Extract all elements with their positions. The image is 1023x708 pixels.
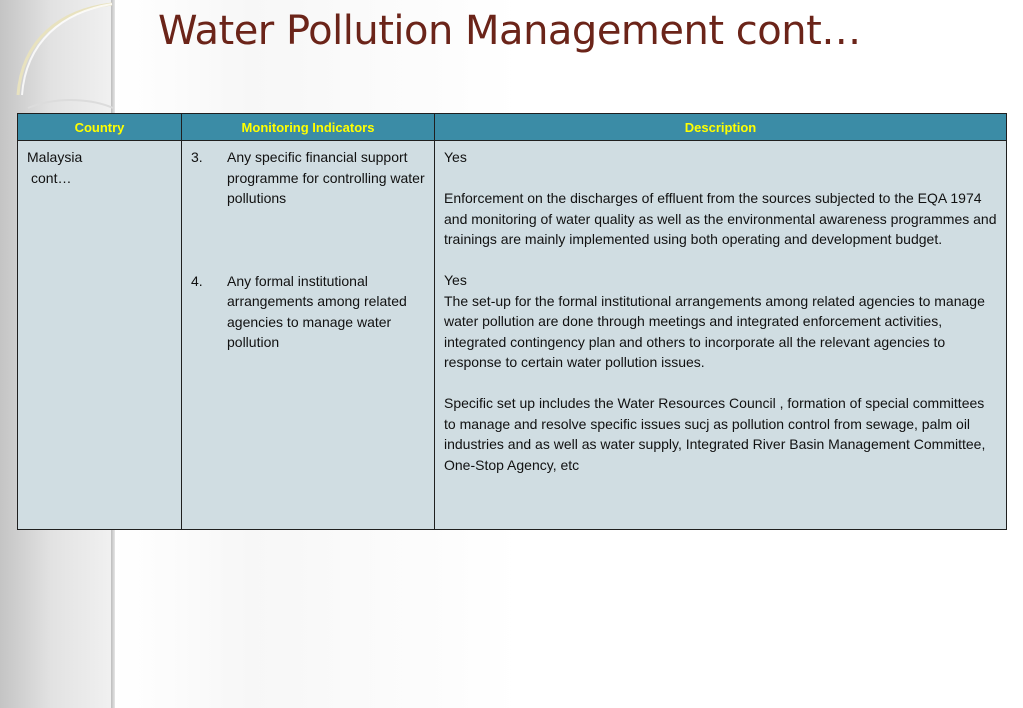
description-text-1: Enforcement on the discharges of effluent from the sources subjected to the EQA 1974 and monitoring of water quality as well as the environmental awareness programmes and trainings are mainly implemented using both operating and development budget. xyxy=(444,190,997,247)
header-country: Country xyxy=(18,114,182,141)
description-answer-2: Yes xyxy=(444,272,467,288)
spacer xyxy=(191,209,425,271)
country-cell xyxy=(18,141,182,530)
monitoring-table xyxy=(17,113,1007,530)
indicator-text: Any specific financial support programme for controlling water pollutions xyxy=(227,149,425,206)
description-text-2: The set-up for the formal institutional arrangements among related agencies to manage water pollution are done through meetings and integrated enforcement activities, integrated contingency plan and others to incorporate all the relevant agencies to response to certain water pollution issues. xyxy=(444,292,985,370)
page-title: Water Pollution Management cont… xyxy=(158,8,861,54)
description-text-3: Specific set up includes the Water Resources Council , formation of special committees to manage and resolve specific issues sucj as pollution control from sewage, palm oil industries and as well as water supply, Integrated River Basin Management Committee, One-Stop Agency, etc xyxy=(444,395,986,473)
table-row xyxy=(18,141,1007,530)
indicator-number: 4. xyxy=(191,272,203,289)
indicator-item xyxy=(191,271,425,353)
description-cell xyxy=(435,141,1007,530)
country-name: Malaysia xyxy=(27,149,83,165)
description-answer-1: Yes xyxy=(444,149,467,165)
table-header-row xyxy=(18,114,1007,141)
country-continued: cont… xyxy=(31,169,72,186)
indicators-cell xyxy=(182,141,435,530)
header-monitoring-indicators: Monitoring Indicators xyxy=(182,114,435,141)
indicator-item xyxy=(191,147,425,209)
indicator-text: Any formal institutional arrangements among related agencies to manage water pollution xyxy=(227,272,407,350)
indicator-number: 3. xyxy=(191,149,203,165)
header-description: Description xyxy=(435,114,1007,141)
